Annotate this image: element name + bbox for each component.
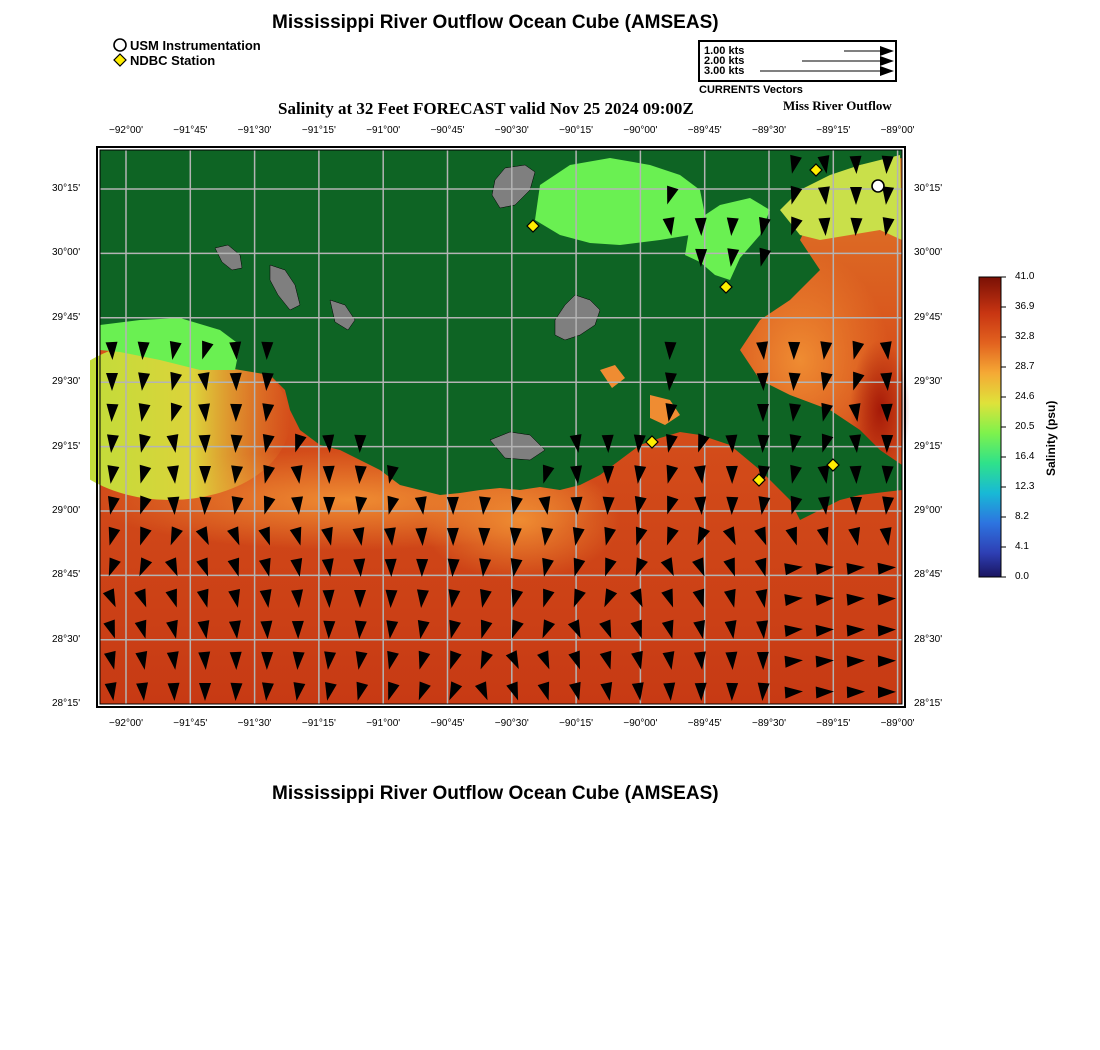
bottom-title: Mississippi River Outflow Ocean Cube (AMSEAS) (272, 783, 719, 804)
ndbc-legend-label: NDBC Station (130, 53, 216, 68)
lat-tick-label: 29°15' (52, 440, 81, 452)
lon-tick-label: −91°30' (237, 125, 272, 136)
lon-tick-label: −89°30' (752, 125, 786, 136)
lon-tick-label: −91°45' (173, 125, 208, 136)
lon-tick-label: −91°15' (301, 125, 336, 136)
lat-tick-label: 30°15' (914, 183, 943, 194)
map-subtitle: Salinity at 32 Feet FORECAST valid Nov 25 2024 09:00Z (278, 99, 694, 118)
lon-tick-label: −89°30' (752, 718, 786, 729)
vector-legend-caption: CURRENTS Vectors (699, 84, 803, 96)
lon-tick-label: −91°15' (301, 718, 336, 729)
lon-tick-label: −90°00' (623, 125, 658, 136)
lon-tick-label: −90°15' (559, 718, 594, 729)
lat-tick-label: 30°15' (52, 183, 81, 194)
lat-tick-label: 28°45' (914, 569, 943, 581)
vector-legend-row: 2.00 kts (704, 55, 745, 67)
colorbar-tick-label: 20.5 (1015, 421, 1035, 432)
lat-tick-label: 29°45' (914, 311, 943, 323)
lat-tick-label: 28°45' (52, 569, 81, 581)
lon-tick-label: −91°00' (366, 125, 401, 136)
colorbar-label: Salinity (psu) (1044, 400, 1058, 476)
region-label: Miss River Outflow (783, 98, 892, 113)
lon-tick-label: −90°30' (494, 125, 529, 136)
colorbar-tick-label: 28.7 (1015, 361, 1035, 372)
lon-tick-label: −90°00' (623, 718, 658, 729)
lat-tick-label: 28°30' (52, 633, 81, 645)
usm-legend-label: USM Instrumentation (130, 38, 261, 53)
lon-tick-label: −90°45' (430, 718, 465, 729)
lon-tick-label: −90°15' (559, 125, 594, 136)
lat-tick-label: 29°15' (914, 440, 943, 452)
lon-tick-label: −91°00' (366, 718, 401, 729)
lat-tick-label: 29°30' (52, 376, 81, 388)
lon-tick-label: −90°45' (430, 125, 465, 136)
colorbar-tick-label: 8.2 (1015, 511, 1029, 522)
lat-tick-label: 30°00' (52, 247, 81, 259)
lat-tick-label: 28°30' (914, 633, 943, 645)
colorbar-tick-label: 4.1 (1015, 541, 1029, 552)
vector-legend-box (698, 40, 897, 82)
lon-tick-label: −89°00' (880, 718, 915, 729)
vector-legend-row: 3.00 kts (704, 65, 745, 77)
lon-tick-label: −92°00' (109, 718, 143, 729)
lon-tick-label: −89°15' (816, 125, 851, 136)
salinity-map (90, 140, 912, 714)
vector-legend-row: 1.00 kts (704, 45, 745, 57)
lon-tick-label: −89°00' (880, 125, 915, 136)
lat-tick-label: 29°00' (52, 505, 81, 516)
colorbar-tick-label: 36.9 (1015, 301, 1035, 312)
usm-circle-icon (112, 38, 128, 54)
colorbar-tick-label: 12.3 (1015, 481, 1035, 492)
lat-tick-label: 28°15' (914, 698, 943, 709)
lon-tick-label: −89°15' (816, 718, 851, 729)
lon-tick-label: −89°45' (687, 125, 722, 136)
ndbc-diamond-icon (112, 53, 128, 69)
usm-station-marker[interactable] (872, 180, 884, 192)
lat-tick-label: 29°30' (914, 376, 943, 388)
lon-tick-label: −89°45' (687, 718, 722, 729)
colorbar-tick-label: 32.8 (1015, 331, 1035, 342)
lon-tick-label: −91°30' (237, 718, 272, 729)
lon-tick-label: −90°30' (494, 718, 529, 729)
lat-tick-label: 30°00' (914, 247, 943, 259)
colorbar-tick-label: 0.0 (1015, 571, 1029, 582)
colorbar-tick-label: 41.0 (1015, 271, 1035, 282)
lat-tick-label: 29°45' (52, 311, 81, 323)
lat-tick-label: 29°00' (914, 505, 943, 516)
colorbar-tick-label: 16.4 (1015, 451, 1035, 462)
lon-tick-label: −91°45' (173, 718, 208, 729)
lon-tick-label: −92°00' (109, 125, 143, 136)
colorbar-tick-label: 24.6 (1015, 391, 1035, 402)
lat-tick-label: 28°15' (52, 698, 81, 709)
page-title: Mississippi River Outflow Ocean Cube (AMSEAS) (272, 12, 719, 33)
